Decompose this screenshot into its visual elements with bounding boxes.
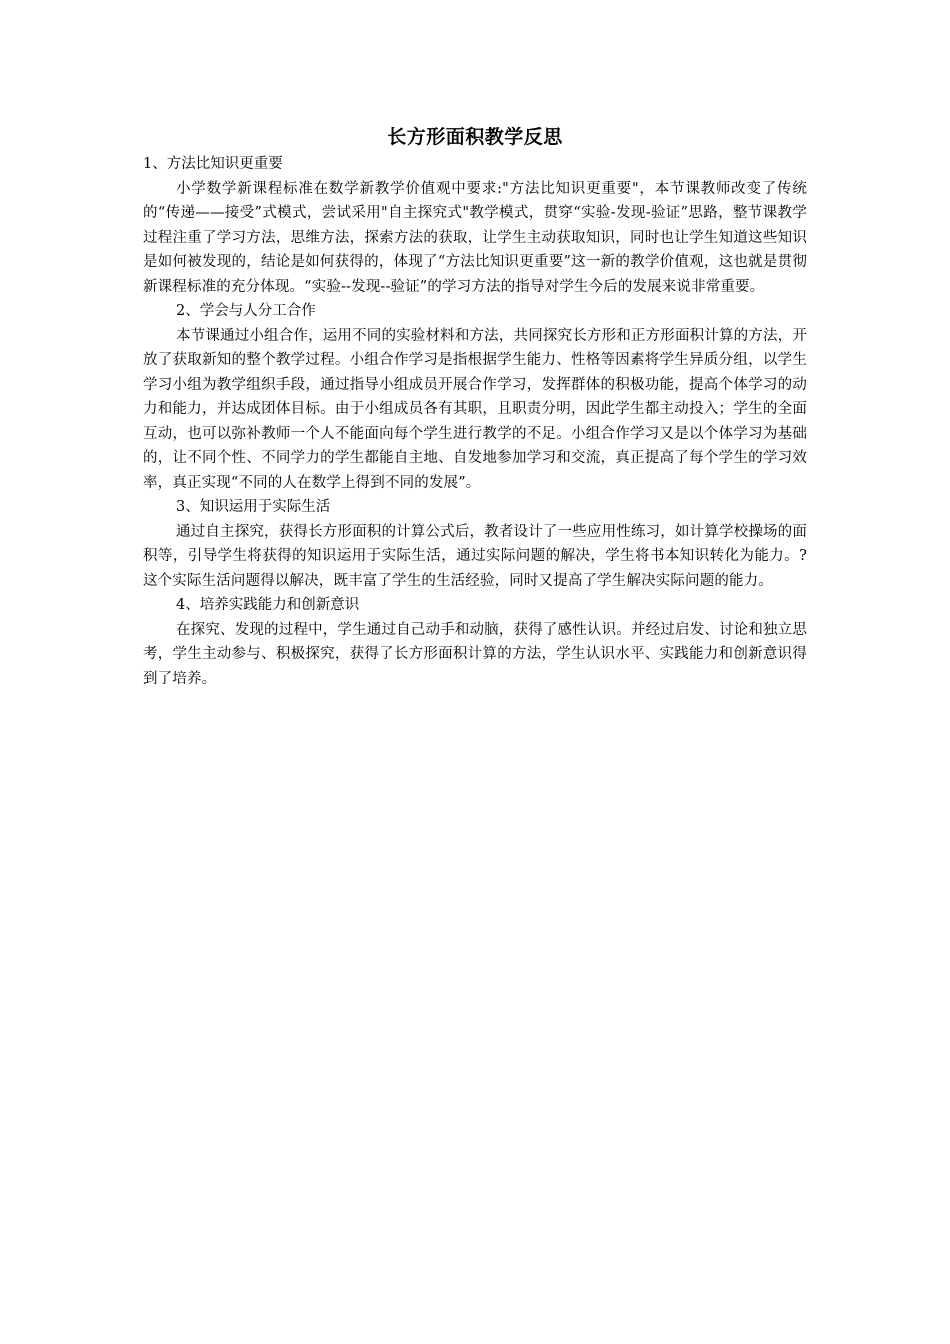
document-title: 长方形面积教学反思 xyxy=(387,126,563,148)
section-body-3: 通过自主探究，获得长方形面积的计算公式后，教者设计了一些应用性练习，如计算学校操场的面积等，引导学生将获得的知识运用于实际生活，通过实际问题的解决，学生将书本知识转化为能力。? 这个实际生活问题得以解决，既丰富了学生的生活经验，同时又提高了学生解决实际问题的能力。 xyxy=(143,523,807,589)
section-heading-3: 3、知识运用于实际生活 xyxy=(176,499,331,515)
section-heading-2: 2、学会与人分工合作 xyxy=(176,303,316,319)
section-heading-4: 4、培养实践能力和创新意识 xyxy=(176,597,360,613)
section-body-4: 在探究、发现的过程中，学生通过自己动手和动脑，获得了感性认识。并经过启发、讨论和独立思考，学生主动参与、积极探究，获得了长方形面积计算的方法，学生认识水平、实践能力和创新意识得到了培养。 xyxy=(143,621,807,687)
section-body-1: 小学数学新课程标准在数学新教学价值观中要求:"方法比知识更重要"，本节课教师改变了传统的“传递——接受”式模式，尝试采用"自主探究式"教学模式，贯穿“实验-发现-验证”思路，整节课教学过程注重了学习方法，思维方法，探索方法的获取，让学生主动获取知识，同时也让学生知道这些知识是如何被发现的，结论是如何获得的，体现了“方法比知识更重要”这一新的教学价值观，这也就是贯彻新课程标准的充分体现。“实验--发现--验证”的学习方法的指导对学生今后的发展来说非常重要。 xyxy=(143,180,807,295)
section-heading-1: 1、方法比知识更重要 xyxy=(143,156,283,172)
section-body-2: 本节课通过小组合作，运用不同的实验材料和方法，共同探究长方形和正方形面积计算的方法，开放了获取新知的整个教学过程。小组合作学习是指根据学生能力、性格等因素将学生异质分组，以学生学习小组为教学组织手段，通过指导小组成员开展合作学习，发挥群体的积极功能，提高个体学习的动力和能力，并达成团体目标。由于小组成员各有其职，且职责分明，因此学生都主动投入；学生的全面互动，也可以弥补教师一个人不能面向每个学生进行教学的不足。小组合作学习又是以个体学习为基础的，让不同个性、不同学力的学生都能自主地、自发地参加学习和交流，真正提高了每个学生的学习效率，真正实现“不同的人在数学上得到不同的发展”。 xyxy=(143,327,807,491)
document-page xyxy=(143,122,807,691)
